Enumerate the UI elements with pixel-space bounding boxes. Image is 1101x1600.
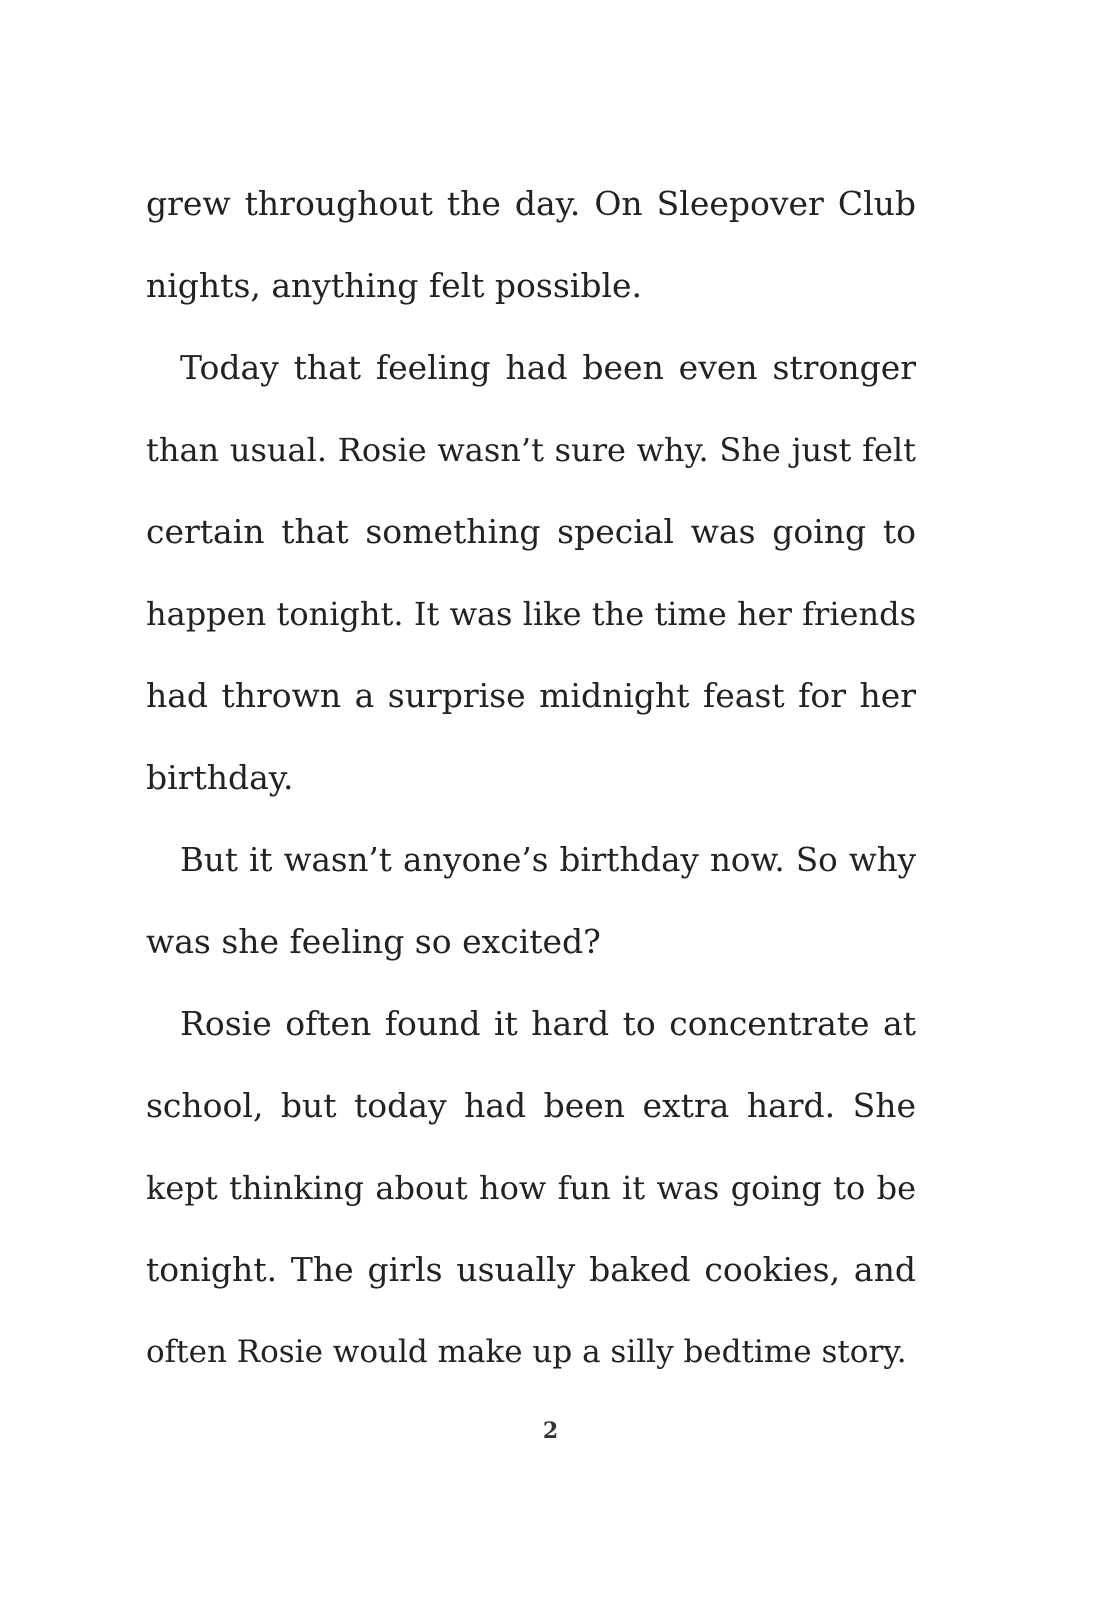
text-line: kept thinking about how fun it was going to be xyxy=(146,1169,916,1207)
text-line: grew throughout the day. On Sleepover Club xyxy=(146,184,916,223)
text-line: Today that feeling had been even stronger xyxy=(180,348,916,387)
text-line: But it wasn’t anyone’s birthday now. So why xyxy=(180,841,916,879)
text-line: Rosie often found it hard to concentrate at xyxy=(180,1004,916,1043)
text-line: happen tonight. It was like the time her friends xyxy=(146,595,916,633)
text-line: often Rosie would make up a silly bedtime story. xyxy=(146,1334,907,1370)
text-line: birthday. xyxy=(146,758,294,797)
paragraph-3 xyxy=(146,819,916,983)
text-line: was she feeling so excited? xyxy=(146,922,601,961)
text-line: certain that something special was going to xyxy=(146,512,916,551)
text-line: nights, anything felt possible. xyxy=(146,266,643,305)
text-line: than usual. Rosie wasn’t sure why. She just felt xyxy=(146,431,916,469)
page-number: 2 xyxy=(542,1418,559,1444)
text-line: had thrown a surprise midnight feast for her xyxy=(146,676,916,715)
body-text xyxy=(146,163,916,1393)
text-line: tonight. The girls usually baked cookies, and xyxy=(146,1250,916,1289)
paragraph-2 xyxy=(146,327,916,819)
paragraph-4 xyxy=(146,983,916,1393)
text-line: school, but today had been extra hard. She xyxy=(146,1086,916,1125)
paragraph-1 xyxy=(146,163,916,327)
